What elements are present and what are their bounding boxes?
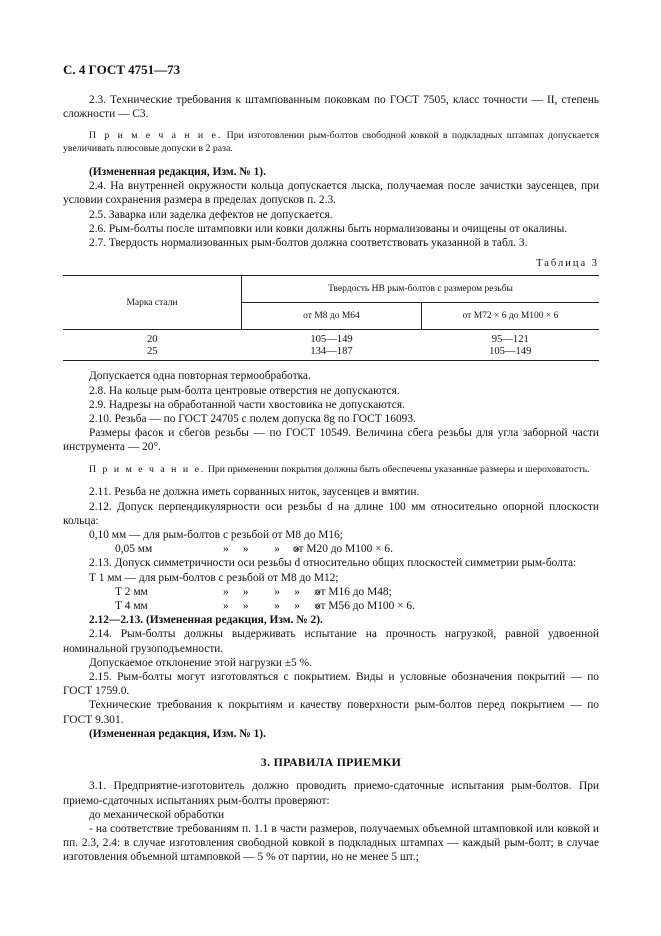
ditto-marks: » » » » » (223, 600, 320, 613)
clause-2-13-c (63, 599, 599, 613)
document-body (63, 93, 599, 865)
clause-2-15: 2.15. Рым-болты могут изготовляться с покрытием. Виды и условные обозначения покрытий — по ГОСТ 1759.0. (63, 671, 599, 698)
section-3-title: 3. ПРАВИЛА ПРИЕМКИ (260, 755, 402, 770)
revision-note-1b: (Измененная редакция, Изм. № 1). (89, 727, 266, 740)
coating-text: Технические требования к покрытиям и качеству поверхности рым-болтов перед покрытием — по ГОСТ 9.301. (63, 699, 599, 726)
table-cell-steel: 20 (146, 334, 158, 346)
page-header: С. 4 ГОСТ 4751—73 (63, 62, 181, 77)
table-cell-value: 95—121 (491, 334, 529, 346)
clause-2-3: 2.3. Технические требования к штампованным поковкам по ГОСТ 7505, класс точности — II, степень сложности — С3. (63, 94, 599, 121)
table-row (63, 330, 599, 346)
clause-2-8: 2.8. На кольце рым-болта центровые отверстия не допускаются. (89, 384, 400, 397)
clause-2-13: 2.13. Допуск симметричности оси резьбы d относительно общих плоскостей симметрии рым-болта: (89, 557, 577, 570)
clause-2-11: 2.11. Резьба не должна иметь сорванных ниток, заусенцев и вмятин. (89, 486, 420, 499)
deviation-text: Допускаемое отклонение этой нагрузки ±5 %. (89, 656, 312, 669)
clause-2-12-b (63, 542, 599, 556)
reheat-text: Допускается одна повторная термообработка. (89, 370, 311, 383)
clause-3-1-a: до механической обработки (89, 808, 225, 821)
clause-3-1: 3.1. Предприятие-изготовитель должно проводить приемо-сдаточные испытания рым-болтов. При приемо-сдаточных испытаниях рым-болты проверяют: (63, 780, 599, 807)
note-1 (63, 130, 599, 156)
clause-2-7: 2.7. Твердость нормализованных рым-болтов должна соответствовать указанной в табл. 3. (89, 237, 528, 250)
table-header-hardness: Твердость НВ рым-болтов с размером резьбы (242, 276, 600, 303)
clause-2-5: 2.5. Заварка или заделка дефектов не допускается. (89, 208, 333, 221)
table-cell-value: 134—187 (242, 346, 422, 361)
table-cell-steel: 25 (63, 346, 242, 361)
clause-2-13-c-left: Т 4 мм (115, 600, 148, 613)
revision-note-2: 2.12—2.13. (Измененная редакция, Изм. № 2). (89, 614, 323, 627)
ditto-marks: » » » » (223, 543, 300, 556)
clause-2-13-a: Т 1 мм — для рым-болтов с резьбой от М8 до М12; (89, 571, 339, 584)
chamfer-text: Размеры фасок и сбегов резьбы — по ГОСТ 10549. Величина сбега резьбы для угла заборной части инструмента — 20°. (63, 427, 599, 454)
clause-2-12-b-right: от М20 до М100 × 6. (293, 543, 393, 556)
clause-2-13-c-right: от М56 до М100 × 6. (315, 600, 415, 613)
note-2 (63, 464, 599, 477)
clause-2-9: 2.9. Надрезы на обработанной части хвостовика не допускаются. (89, 398, 405, 411)
table-row (63, 346, 599, 361)
table-header-steel: Марка стали (63, 276, 242, 330)
clause-2-13-b-right: от М16 до М48; (315, 585, 392, 598)
table-subheader-m72-m100: от М72 × 6 до М100 × 6 (422, 303, 600, 330)
clause-2-4: 2.4. На внутренней окружности кольца допускается лыска, получаемая после зачистки заусенцев, при условии сохранения размера в пределах допусков п. 2.3. (63, 180, 599, 207)
note-1-text: При изготовлении рым-болтов свободной ковкой в подкладных штампах допускается увеличивать плюсовые допуски в 2 раза. (63, 130, 599, 155)
note-2-label: П р и м е ч а н и е. (89, 463, 206, 475)
clause-2-13-b (63, 585, 599, 599)
clause-3-1-b: - на соответствие требованиям п. 1.1 в части размеров, получаемых объемной штамповкой или ковкой и пп. 2.3, 2.4: в случае изготовления свободной ковкой в подкладных штампах — каждый рым-болт; в случае изготовления объемной штамповкой — 5 % от партии, но не менее 5 шт.; (63, 822, 599, 864)
note-2-text: При применении покрытия должны быть обеспечены указанные размеры и шероховатость. (205, 463, 590, 475)
clause-2-12-a: 0,10 мм — для рым-болтов с резьбой от М8 до М16; (89, 529, 343, 542)
clause-2-13-b-left: Т 2 мм (115, 585, 148, 598)
clause-2-10: 2.10. Резьба — по ГОСТ 24705 с полем допуска 8g по ГОСТ 16093. (89, 413, 416, 426)
table-cell-value: 105—149 (422, 346, 600, 361)
table-3-caption: Таблица 3 (536, 258, 599, 270)
table-3 (63, 275, 599, 361)
clause-2-12-b-left: 0,05 мм (115, 543, 153, 556)
table-cell-value: 105—149 (310, 334, 353, 346)
table-subheader-m8-m64: от М8 до М64 (242, 303, 422, 330)
note-1-label: П р и м е ч а н и е. (89, 130, 223, 142)
revision-note-1: (Измененная редакция, Изм. № 1). (89, 166, 266, 178)
clause-2-6: 2.6. Рым-болты после штамповки или ковки должны быть нормализованы и очищены от окалины. (89, 222, 568, 235)
clause-2-12: 2.12. Допуск перпендикулярности оси резьбы d на длине 100 мм относительно опорной плоскости кольца: (63, 500, 599, 527)
ditto-marks: » » » » » (223, 585, 320, 598)
clause-2-14: 2.14. Рым-болты должны выдерживать испытание на прочность нагрузкой, равной удвоенной номинальной грузоподъемности. (63, 628, 599, 655)
